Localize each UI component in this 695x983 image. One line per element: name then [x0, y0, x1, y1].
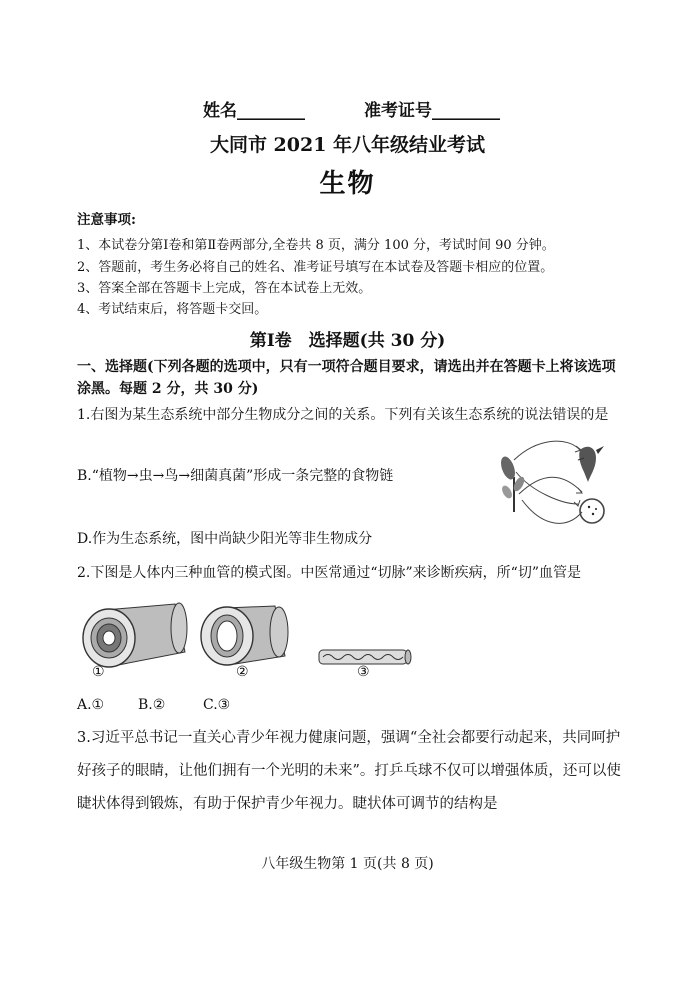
- note-item: 1、本试卷分第Ⅰ卷和第Ⅱ卷两部分,全卷共 8 页，满分 100 分，考试时间 90 分钟。: [77, 238, 555, 253]
- vessel-label-1: ①: [92, 664, 105, 680]
- vessel-label-2: ②: [236, 664, 249, 680]
- ecosystem-diagram: [492, 432, 617, 542]
- question-2-option-b: B.②: [138, 697, 166, 713]
- notes-heading: 注意事项:: [77, 212, 136, 228]
- capillary-illustration: [319, 650, 411, 664]
- microbe-dots-icon: [588, 506, 597, 515]
- vein-illustration: [201, 606, 288, 665]
- question-3-text: 3.习近平总书记一直关心青少年视力健康问题，强调“全社会都要行动起来，共同呵护好孩子的眼睛，让他们拥有一个光明的未来”。打乒乓球不仅可以增强体质，还可以使睫状体得到锻炼，有助于保护青少年视力。睫状体可调节的结构是: [77, 730, 621, 812]
- section-title: 第Ⅰ卷 选择题(共 30 分): [249, 331, 446, 351]
- name-field-label: 姓名________: [203, 101, 305, 121]
- vessel-label-3: ③: [357, 664, 370, 680]
- artery-illustration: [83, 603, 187, 667]
- question-1-option-b: B.“植物→虫→鸟→细菌真菌”形成一条完整的食物链: [77, 468, 394, 484]
- note-item: 2、答题前，考生务必将自己的姓名、准考证号填写在本试卷及答题卡相应的位置。: [77, 260, 554, 275]
- question-1-option-d: D.作为生态系统，图中尚缺少阳光等非生物成分: [77, 531, 373, 547]
- question-2-option-c: C.③: [203, 697, 231, 713]
- question-2-stem: 2.下图是人体内三种血管的模式图。中医常通过“切脉”来诊断疾病，所“切”血管是: [77, 565, 581, 581]
- section-instructions: 一、选择题(下列各题的选项中，只有一项符合题目要求，请选出并在答题卡上将该选项涂黑。每题 2 分，共 30 分): [77, 359, 616, 397]
- question-2-option-a: A.①: [77, 697, 105, 713]
- blood-vessel-figure: [75, 596, 425, 686]
- question-1-stem: 1.右图为某生态系统中部分生物成分之间的关系。下列有关该生态系统的说法错误的是: [77, 407, 609, 423]
- note-item: 4、考试结束后，将答题卡交回。: [77, 302, 268, 317]
- exam-id-field-label: 准考证号________: [364, 101, 500, 121]
- page-footer: 八年级生物第 1 页(共 8 页): [261, 856, 434, 872]
- bird-icon: [578, 446, 604, 482]
- plant-icon: [498, 455, 526, 512]
- note-item: 3、答案全部在答题卡上完成，答在本试卷上无效。: [77, 281, 372, 296]
- exam-title: 大同市 2021 年八年级结业考试: [209, 134, 486, 156]
- subject-title: 生物: [319, 169, 376, 199]
